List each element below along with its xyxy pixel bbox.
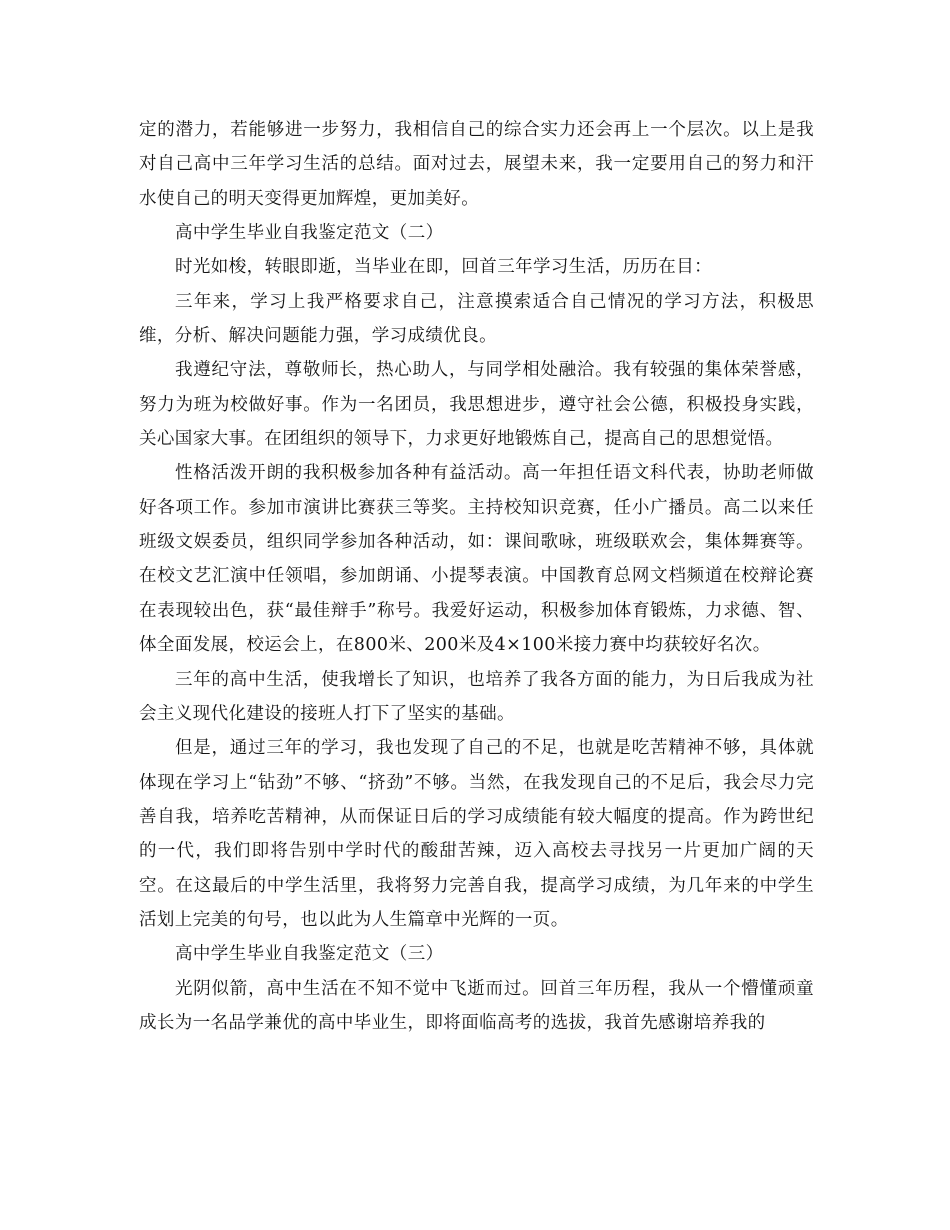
- paragraph: 我遵纪守法，尊敬师长，热心助人，与同学相处融洽。我有较强的集体荣誉感，努力为班为校做好事。作为一名团员，我思想进步，遵守社会公德，积极投身实践，关心国家大事。在团组织的领导下，力求更好地锻炼自己，提高自己的思想觉悟。: [139, 360, 814, 450]
- paragraph: 光阴似箭，高中生活在不知不觉中飞逝而过。回首三年历程，我从一个懵懂顽童成长为一名品学兼优的高中毕业生，即将面临高考的选拔，我首先感谢培养我的: [139, 978, 814, 1033]
- paragraph: 三年来，学习上我严格要求自己，注意摸索适合自己情况的学习方法，积极思维，分析、解决问题能力强，学习成绩优良。: [139, 291, 814, 347]
- section-heading-3: 高中学生毕业自我鉴定范文（三）: [175, 944, 444, 965]
- paragraph: 性格活泼开朗的我积极参加各种有益活动。高一年担任语文科代表，协助老师做好各项工作。参加市演讲比赛获三等奖。主持校知识竞赛，任小广播员。高二以来任班级文娱委员，组织同学参加各种活动，如：课间歌咏，班级联欢会，集体舞赛等。在校文艺汇演中任领唱，参加朗诵、小提琴表演。中国教育总网文档频道在校辩论赛在表现较出色，获“最佳辩手”称号。我爱好运动，积极参加体育锻炼，力求德、智、体全面发展，校运会上，在800米、200米及4×100米接力赛中均获较好名次。: [139, 463, 814, 656]
- section-heading-2: 高中学生毕业自我鉴定范文（二）: [175, 223, 444, 244]
- paragraph: 但是，通过三年的学习，我也发现了自己的不足，也就是吃苦精神不够，具体就体现在学习上“钻劲”不够、“挤劲”不够。当然，在我发现自己的不足后，我会尽力完善自我，培养吃苦精神，从而保证日后的学习成绩能有较大幅度的提高。作为跨世纪的一代，我们即将告别中学时代的酸甜苦辣，迈入高校去寻找另一片更加广阔的天空。在这最后的中学生活里，我将努力完善自我，提高学习成绩，为几年来的中学生活划上完美的句号，也以此为人生篇章中光辉的一页。: [139, 738, 814, 930]
- paragraph: 三年的高中生活，使我增长了知识，也培养了我各方面的能力，为日后我成为社会主义现代化建设的接班人打下了坚实的基础。: [139, 669, 814, 724]
- paragraph: 时光如梭，转眼即逝，当毕业在即，回首三年学习生活，历历在目：: [175, 257, 712, 278]
- document-body: [139, 113, 814, 1040]
- paragraph-continuation: 定的潜力，若能够进一步努力，我相信自己的综合实力还会再上一个层次。以上是我对自己高中三年学习生活的总结。面对过去，展望未来，我一定要用自己的努力和汗水使自己的明天变得更加辉煌，更加美好。: [139, 120, 814, 209]
